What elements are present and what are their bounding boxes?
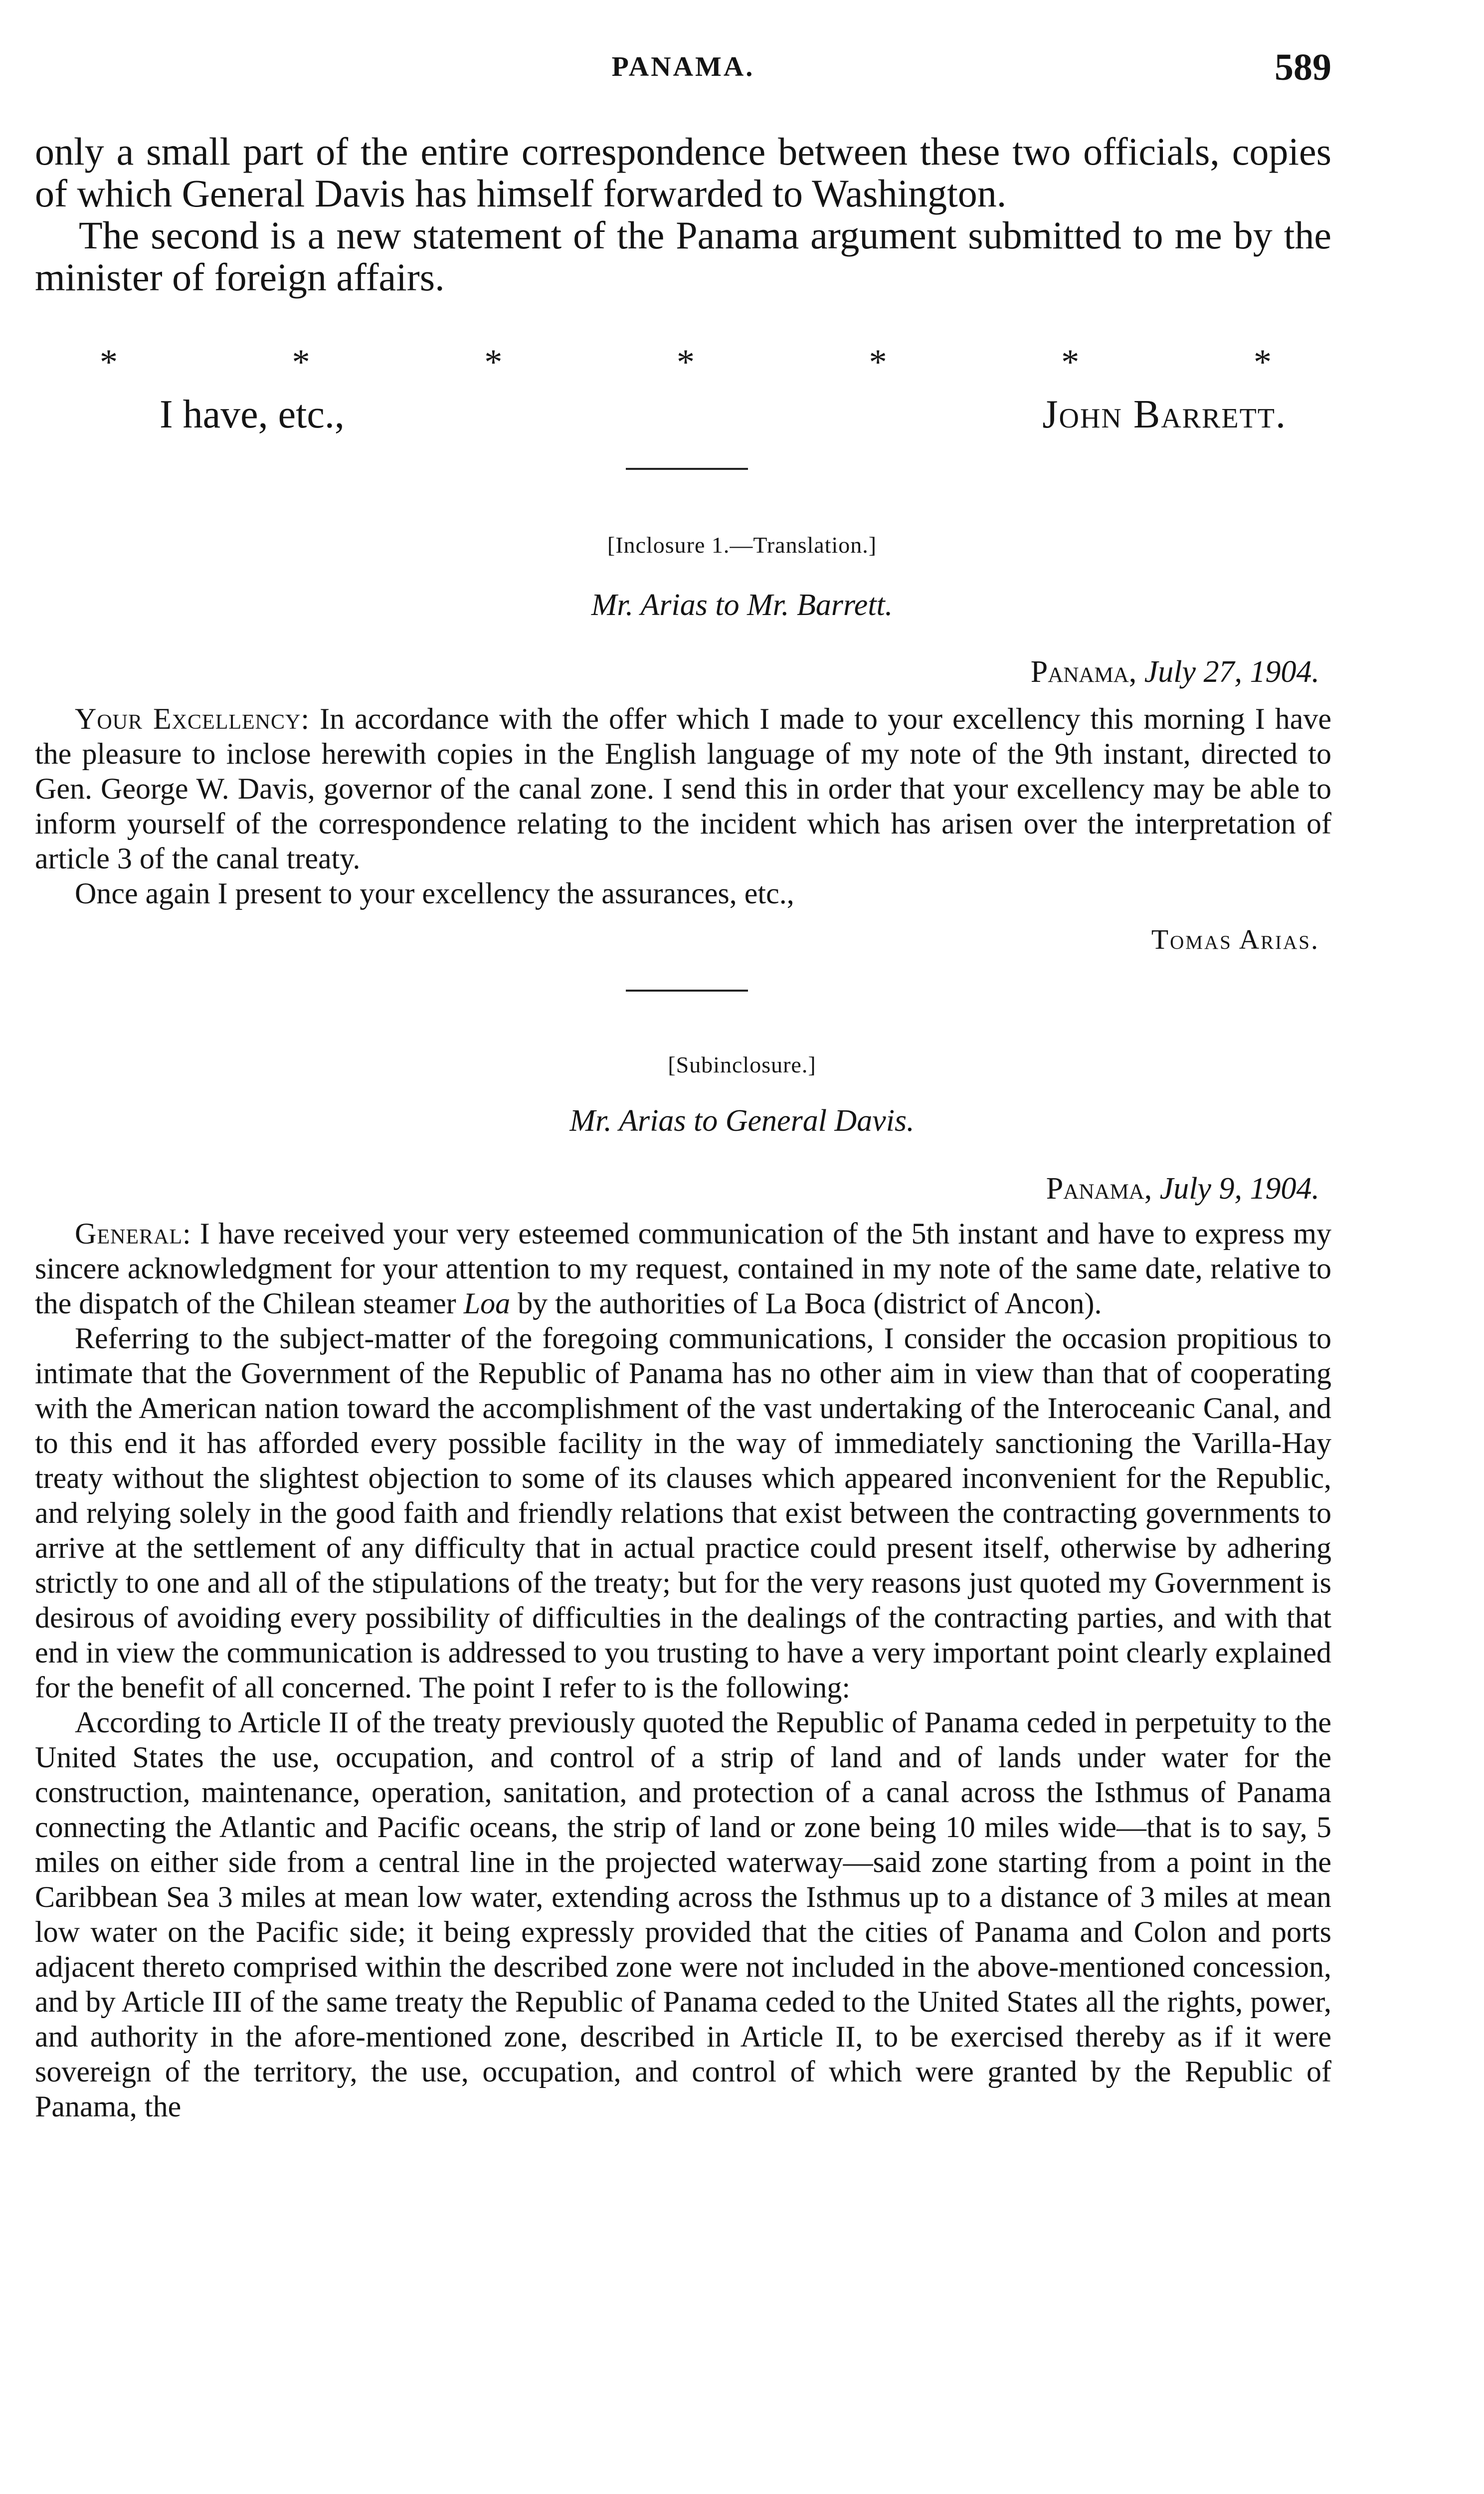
subinclosure-body bbox=[35, 1216, 1331, 2124]
star: * bbox=[100, 342, 118, 382]
place-date-line bbox=[1046, 1171, 1319, 1207]
page-header bbox=[35, 46, 1331, 96]
paragraph-text: In accordance with the offer which I made to your excellency this morning I have the pleasure to inclose herewith copies in the English language of my note of the 9th instant, directed to Gen. George W. Davis, governor of the canal zone. I send this in order that your excellency may be able to inform yourself of the correspondence relating to the incident which has arisen over the interpretation of article 3 of the canal treaty. bbox=[35, 702, 1332, 875]
running-head: PANAMA. bbox=[611, 51, 755, 82]
paragraph-text: I have received your very esteemed communication of the 5th instant and have to express my sincere acknowledgment for your attention to my request, contained in my note of the same date, relative to the dispatch of the Chilean steamer bbox=[35, 1217, 1332, 1320]
subinclosure-paragraph-3: According to Article II of the treaty previously quoted the Republic of Panama ceded in perpetuity to the United States the use, occupation, and control of a strip of land and of lands under water for the construction, maintenance, operation, sanitation, and protection of a canal across the Isthmus of Panama connecting the Atlantic and Pacific oceans, the strip of land or zone being 10 miles wide—that is to say, 5 miles on either side from a central line in the projected waterway—said zone starting from a point in the Caribbean Sea 3 miles at mean low water, extending across the Isthmus up to a distance of 3 miles at mean low water on the Pacific side; it being expressly provided that the cities of Panama and Colon and ports adjacent thereto comprised within the described zone were not included in the above-mentioned concession, and by Article III of the same treaty the Republic of Panama ceded to the United States all the rights, power, and authority in the afore-mentioned zone, described in Article II, to be exercised thereby as if it were sovereign of the territory, the use, occupation, and control of which were granted by the Republic of Panama, the bbox=[35, 1706, 1331, 2123]
ellipsis-stars bbox=[100, 342, 1272, 382]
star: * bbox=[484, 342, 503, 382]
intro-paragraph-1: only a small part of the entire correspondence between these two officials, copies of which General Davis has himself forwarded to Washington. bbox=[35, 130, 1331, 215]
signature-barrett: John Barrett. bbox=[1042, 393, 1287, 436]
place: Panama, bbox=[1030, 655, 1137, 689]
intro-closing bbox=[160, 392, 1287, 437]
star: * bbox=[869, 342, 887, 382]
inclosure-body bbox=[35, 701, 1331, 911]
section-divider bbox=[626, 990, 748, 992]
star: * bbox=[292, 342, 310, 382]
subinclosure-label: [Subinclosure.] bbox=[668, 1052, 816, 1077]
salutation: Your Excellency: bbox=[75, 702, 310, 735]
page-number: 589 bbox=[1275, 46, 1331, 88]
subinclosure-paragraph-2: Referring to the subject-matter of the foregoing communications, I consider the occasion propitious to intimate that the Government of the Republic of Panama has no other aim in view than that of cooperating with the American nation toward the accomplishment of the vast undertaking of the Interoceanic Canal, and to this end it has afforded every possible facility in the way of immediately sanctioning the Varilla-Hay treaty without the slightest objection to some of its clauses which appeared inconvenient for the Republic, and relying solely in the good faith and friendly relations that exist between the contracting governments to arrive at the settlement of any difficulty that in actual practice could present itself, otherwise by adhering strictly to one and all of the stipulations of the treaty; but for the very reasons just quoted my Government is desirous of avoiding every possibility of difficulties in the dealings of the contracting parties, and with that end in view the communication is addressed to you trusting to have a very important point clearly explained for the benefit of all concerned. The point I refer to is the following: bbox=[35, 1322, 1331, 1704]
inclosure-paragraph-2: Once again I present to your excellency the assurances, etc., bbox=[75, 877, 794, 910]
inclosure-label: [Inclosure 1.—Translation.] bbox=[607, 532, 877, 558]
intro-paragraph-2: The second is a new statement of the Panama argument submitted to me by the minister of foreign affairs. bbox=[35, 213, 1331, 299]
date: July 27, 1904. bbox=[1144, 655, 1319, 689]
ship-name: Loa bbox=[463, 1287, 511, 1320]
paragraph-text: by the authorities of La Boca (district of Ancon). bbox=[518, 1287, 1102, 1320]
place: Panama, bbox=[1046, 1172, 1152, 1206]
inclosure-paragraph-1 bbox=[35, 701, 1331, 876]
letter-heading: Mr. Arias to Mr. Barrett. bbox=[591, 588, 893, 622]
star: * bbox=[1061, 342, 1080, 382]
subinclosure-paragraph-1 bbox=[35, 1216, 1331, 1321]
star: * bbox=[676, 342, 695, 382]
section-divider bbox=[626, 468, 748, 470]
signature-arias: Tomas Arias. bbox=[1151, 924, 1319, 955]
star: * bbox=[1253, 342, 1272, 382]
place-date-line bbox=[1031, 654, 1319, 690]
closing-phrase: I have, etc., bbox=[160, 393, 345, 436]
intro-text bbox=[35, 131, 1331, 298]
date: July 9, 1904. bbox=[1159, 1172, 1319, 1206]
salutation: General: bbox=[75, 1217, 191, 1250]
letter-heading: Mr. Arias to General Davis. bbox=[569, 1104, 915, 1138]
